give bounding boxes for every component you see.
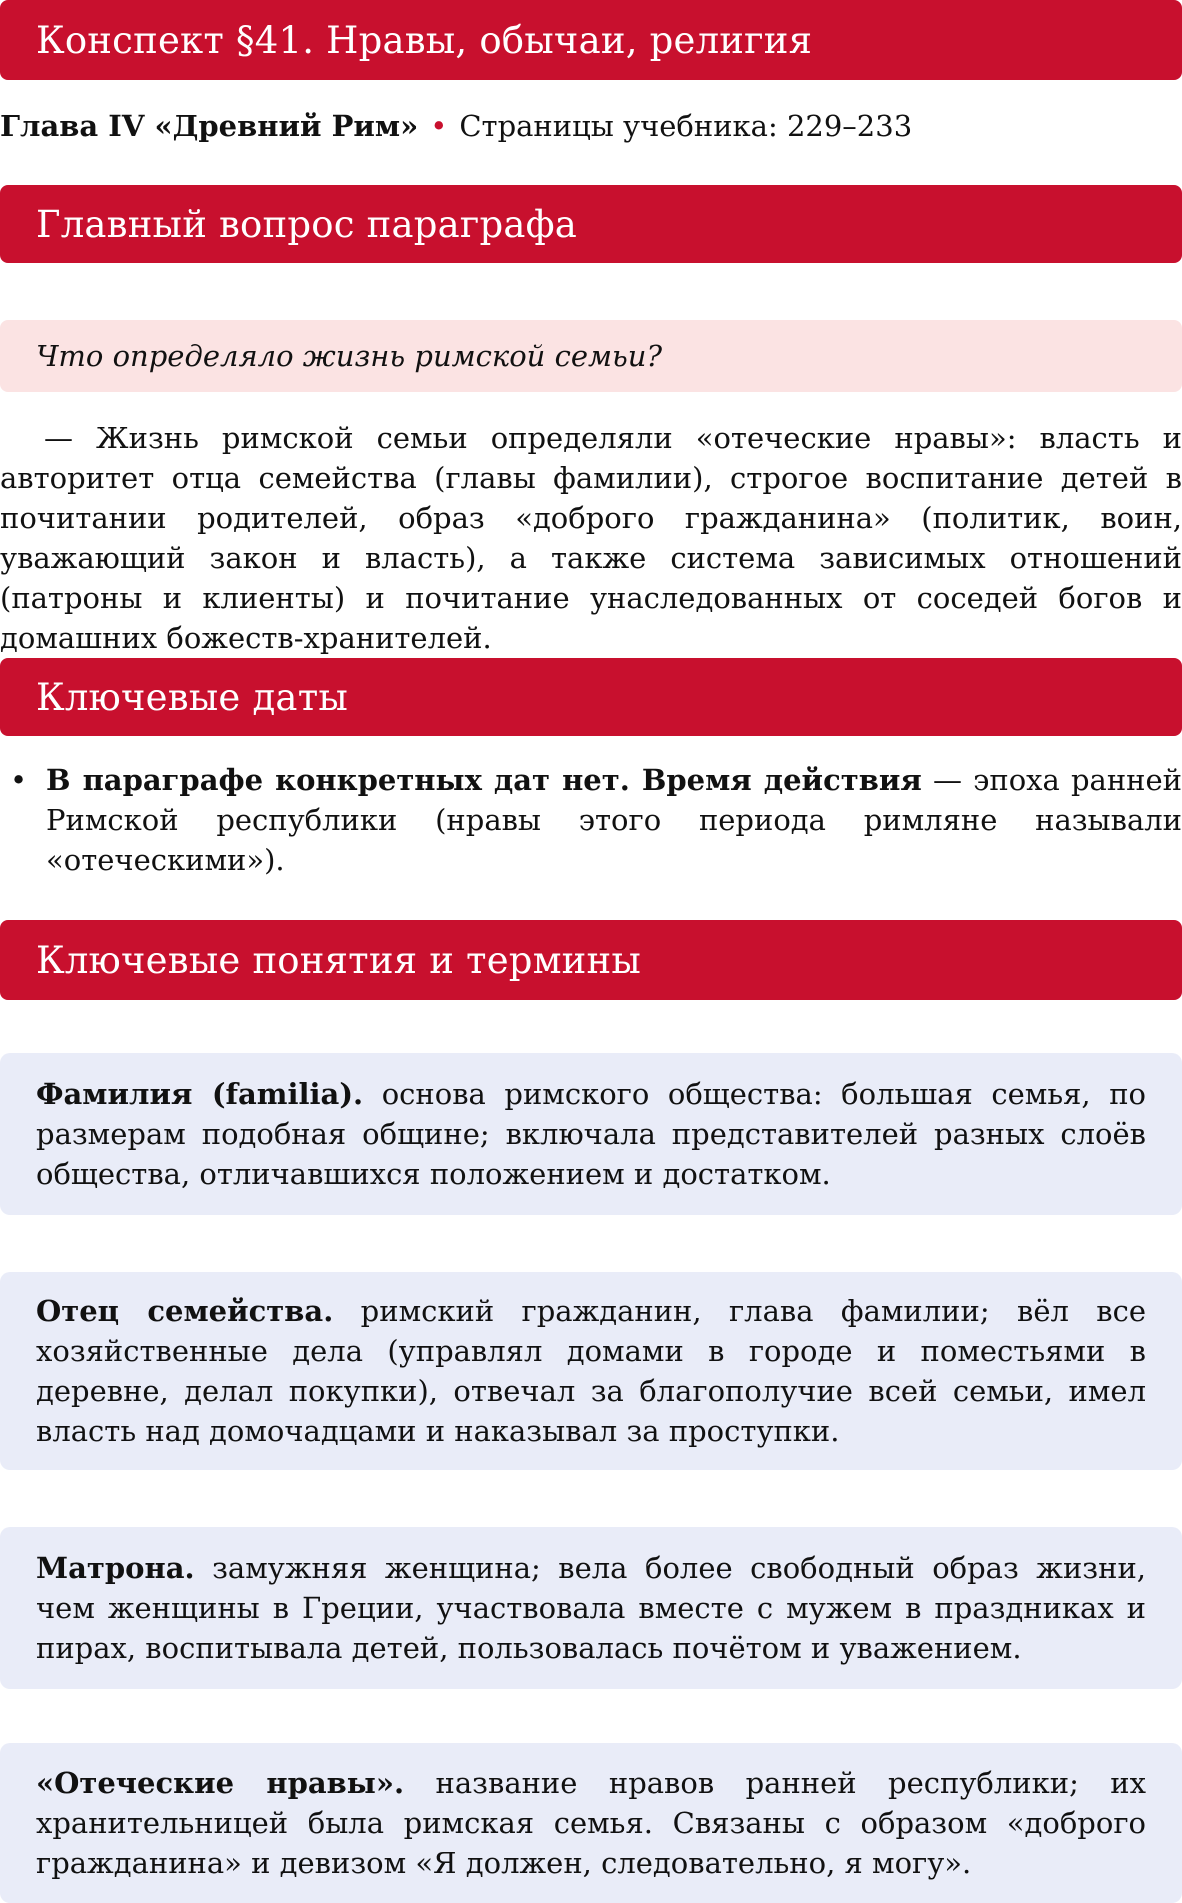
- main-question-heading: Главный вопрос параграфа: [36, 202, 578, 246]
- key-dates-item: [0, 760, 1182, 880]
- term-name: Матрона.: [36, 1551, 195, 1585]
- key-terms-heading-bar: [0, 920, 1182, 1000]
- term-content: [36, 1291, 1146, 1451]
- term-card: [0, 1743, 1182, 1903]
- term-content: [36, 1763, 1146, 1883]
- page-title-bar: [0, 0, 1182, 80]
- term-card: [0, 1053, 1182, 1215]
- term-card: [0, 1272, 1182, 1470]
- term-definition: название нравов ранней республики; их хранительницей была римская семья. Связаны с образом «доброго гражданина» и девизом «Я должен, следовательно, я могу».: [36, 1766, 1146, 1880]
- main-question-text: Что определяло жизнь римской семьи?: [36, 339, 663, 373]
- key-dates-heading-bar: [0, 658, 1182, 736]
- key-terms-heading: Ключевые понятия и термины: [36, 938, 642, 982]
- main-question-heading-bar: [0, 185, 1182, 263]
- chapter-info: [0, 106, 1182, 146]
- term-name: Отец семейства.: [36, 1294, 334, 1328]
- bullet-dot-icon: •: [430, 109, 448, 143]
- term-definition: основа римского общества: большая семья, по размерам подобная общине; включала представителей разных слоёв общества, отличавшихся положением и достатком.: [36, 1077, 1146, 1191]
- term-name: «Отеческие нравы».: [36, 1766, 405, 1800]
- main-question-answer: — Жизнь римской семьи определяли «отеческие нравы»: власть и авторитет отца семейства (главы фамилии), строгое воспитание детей в почитании родителей, образ «доброго гражданина» (политик, воин, уважающий закон и власть), а также система зависимых отношений (патроны и клиенты) и почитание унаследованных от соседей богов и домашних божеств-хранителей.: [0, 421, 1182, 655]
- key-dates-text: [46, 760, 1182, 880]
- key-dates-rest: — эпоха ранней Римской республики (нравы этого периода римляне называли «отеческими»).: [46, 763, 1182, 877]
- main-question-box: [0, 320, 1182, 392]
- term-definition: римский гражданин, глава фамилии; вёл все хозяйственные дела (управлял домами в городе и поместьями в деревне, делал покупки), отвечал за благополучие всей семьи, имел власть над домочадцами и наказывал за проступки.: [36, 1294, 1147, 1448]
- page-title: Конспект §41. Нравы, обычаи, религия: [36, 18, 813, 62]
- key-dates-bold: В параграфе конкретных дат нет. Время действия: [46, 763, 922, 797]
- chapter-label: Глава IV «Древний Рим»: [0, 109, 419, 143]
- term-content: [36, 1548, 1146, 1668]
- term-content: [36, 1074, 1146, 1194]
- list-bullet-icon: •: [10, 763, 28, 797]
- key-dates-heading: Ключевые даты: [36, 675, 349, 719]
- term-name: Фамилия (familia).: [36, 1077, 364, 1111]
- term-definition: замужняя женщина; вела более свободный образ жизни, чем женщины в Греции, участвовала вместе с мужем в праздниках и пирах, воспитывала детей, пользовалась почётом и уважением.: [36, 1551, 1146, 1665]
- textbook-pages: Страницы учебника: 229–233: [459, 109, 913, 143]
- term-card: [0, 1527, 1182, 1689]
